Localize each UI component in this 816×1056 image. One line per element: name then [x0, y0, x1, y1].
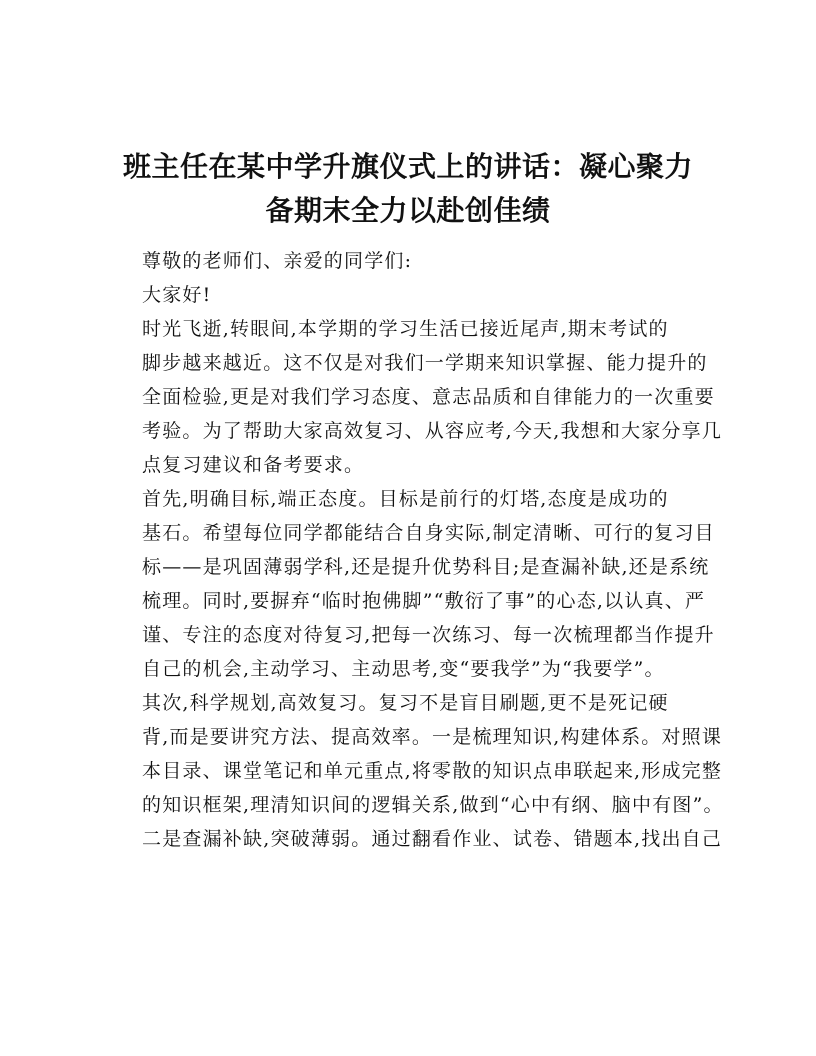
intro-paragraph [104, 312, 723, 482]
text-line: 自己的机会,主动学习、主动思考,变“要我学”为“我要学”。 [142, 658, 665, 680]
title-line: 备期末全力以赴创佳绩 [265, 194, 551, 227]
text-line: 考验。为了帮助大家高效复习、从容应考,今天,我想和大家分享几 [142, 420, 723, 442]
text-line: 本目录、课堂笔记和单元重点,将零散的知识点串联起来,形成完整 [142, 760, 723, 782]
text-line: 二是查漏补缺,突破薄弱。通过翻看作业、试卷、错题本,找出自己 [142, 828, 723, 850]
text-line: 背,而是要讲究方法、提高效率。一是梳理知识,构建体系。对照课 [142, 726, 723, 748]
text-line: 点复习建议和备考要求。 [142, 454, 365, 476]
text-line: 尊敬的老师们、亲爱的同学们: [142, 250, 413, 272]
document-body [104, 244, 724, 856]
document-title [104, 145, 712, 233]
first-point-paragraph [104, 482, 715, 686]
text-line: 全面检验,更是对我们学习态度、意志品质和自律能力的一次重要 [142, 386, 715, 408]
title-line: 班主任在某中学升旗仪式上的讲话：凝心聚力 [122, 150, 693, 183]
greeting-paragraph [104, 278, 710, 312]
text-line: 首先,明确目标,端正态度。目标是前行的灯塔,态度是成功的 [142, 488, 669, 510]
text-line: 脚步越来越近。这不仅是对我们一学期来知识掌握、能力提升的 [142, 352, 708, 374]
text-line: 基石。希望每位同学都能结合自身实际,制定清晰、可行的复习目 [142, 522, 715, 544]
text-line: 标——是巩固薄弱学科,还是提升优势科目;是查漏补缺,还是系统 [142, 556, 710, 578]
text-line: 其次,科学规划,高效复习。复习不是盲目刷题,更不是死记硬 [142, 692, 669, 714]
salutation-paragraph [104, 244, 710, 278]
text-line: 大家好! [142, 284, 212, 306]
text-line: 时光飞逝,转眼间,本学期的学习生活已接近尾声,期末考试的 [142, 318, 669, 340]
second-point-paragraph [104, 686, 724, 856]
text-line: 的知识框架,理清知识间的逻辑关系,做到“心中有纲、脑中有图”。 [142, 794, 724, 816]
text-line: 梳理。同时,要摒弃“临时抱佛脚”“敷衍了事”的心态,以认真、严 [142, 590, 706, 612]
text-line: 谨、专注的态度对待复习,把每一次练习、每一次梳理都当作提升 [142, 624, 715, 646]
